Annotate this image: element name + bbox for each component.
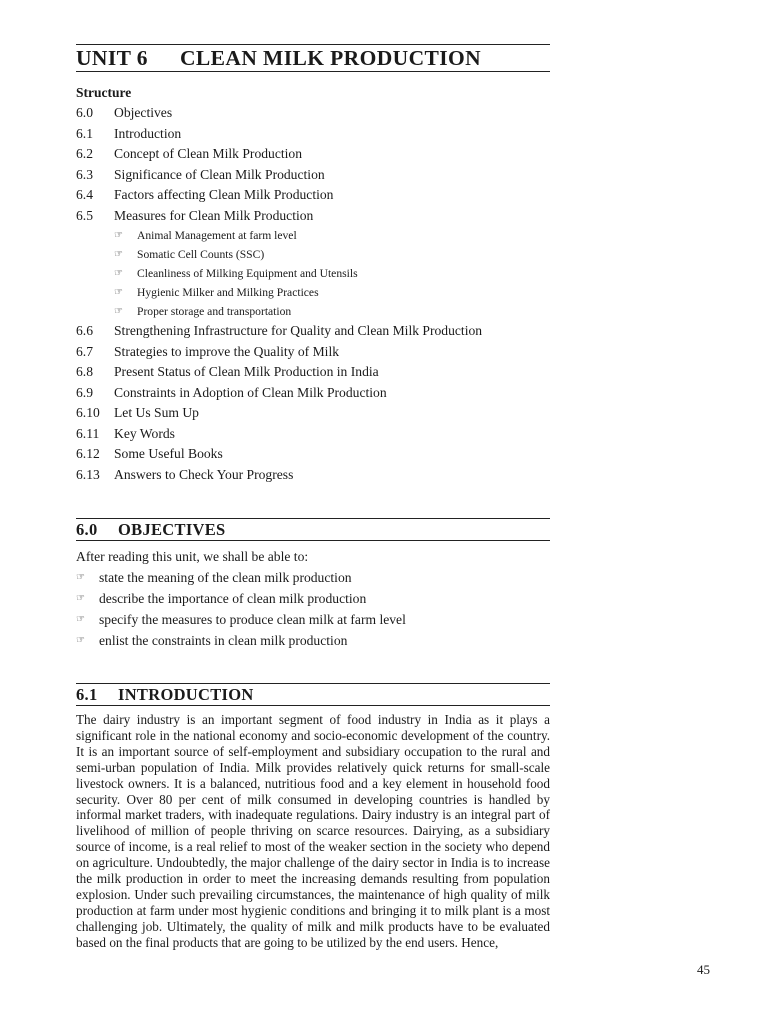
toc-item [76,144,550,165]
toc-subitem-label: Somatic Cell Counts (SSC) [137,248,265,261]
pointing-hand-icon: ☞ [114,268,123,279]
pointing-hand-icon: ☞ [76,593,85,604]
toc-number: 6.2 [76,146,93,161]
toc-item [76,321,550,342]
toc-label: Answers to Check Your Progress [114,466,294,482]
pointing-hand-icon: ☞ [114,287,123,298]
pointing-hand-icon: ☞ [76,572,85,583]
objective-text: state the meaning of the clean milk production [99,570,352,585]
toc-number: 6.11 [76,425,100,441]
objectives-lead: After reading this unit, we shall be able to: [76,549,309,564]
toc-number: 6.4 [76,187,93,202]
unit-title: CLEAN MILK PRODUCTION [180,45,482,70]
objectives-heading [76,518,550,541]
toc-subitem-label: Hygienic Milker and Milking Practices [137,286,319,299]
section-title: INTRODUCTION [118,684,254,704]
page-number: 45 [697,962,710,977]
toc-subitem [76,283,550,302]
toc-subitem-label: Animal Management at farm level [137,229,297,242]
toc-item [76,124,550,145]
toc-number: 6.0 [76,105,93,120]
objective-text: describe the importance of clean milk production [99,591,367,606]
toc-subitem [76,245,550,264]
toc-label: Let Us Sum Up [114,405,199,420]
objective-item [76,588,550,609]
toc-label: Constraints in Adoption of Clean Milk Production [114,384,387,400]
toc-number: 6.6 [76,323,93,338]
objective-item [76,630,550,651]
toc-item [76,465,550,486]
unit-heading [76,44,550,72]
pointing-hand-icon: ☞ [114,230,123,241]
toc-label: Objectives [114,105,173,120]
toc-subitem [76,302,550,321]
pointing-hand-icon: ☞ [114,306,123,317]
toc-item [76,362,550,383]
toc-label: Factors affecting Clean Milk Production [114,187,334,202]
toc-item [76,165,550,186]
toc-number: 6.13 [76,466,100,482]
toc-number: 6.8 [76,364,93,379]
toc-subitem-label: Cleanliness of Milking Equipment and Utensils [137,267,358,280]
document-page [76,44,550,951]
toc-number: 6.5 [76,207,93,223]
introduction-paragraph: The dairy industry is an important segment of food industry in India as it plays a significant role in the national economy and socio-economic development of the country. It is an important source of self-employment and subsidiary occupation to the rural and semi-urban population of India. Milk provides relatively quick returns for small-scale livestock owners. It is a balanced, nutritious food and a key element in household food security. Over 80 per cent of milk consumed in developing countries is handled by informal market traders, with inadequate regulations. Dairy industry is an integral part of livelihood of million of people thriving on scarce resources. Dairying, as a subsidiary source of income, is a real relief to most of the weaker section in the society who depend on agriculture. Undoubtedly, the major challenge of the dairy sector in India is to increase the milk production in order to meet the increasing demands resulting from population explosion. Under such prevailing circumstances, the maintenance of high quality of milk production at farm under most hygienic conditions and bringing it to milk plant is a most challenging job. Ultimately, the quality of milk and milk products have to be evaluated based on the final products that are going to be utilized by the end users. Hence, [76,712,550,950]
structure-list [76,103,550,485]
toc-label: Key Words [114,425,175,441]
toc-item [76,103,550,124]
pointing-hand-icon: ☞ [114,249,123,260]
toc-number: 6.1 [76,125,93,141]
toc-label: Introduction [114,125,182,141]
toc-item [76,185,550,206]
toc-item [76,424,550,445]
introduction-heading [76,683,550,706]
unit-number: UNIT 6 [76,45,148,70]
toc-number: 6.10 [76,405,100,420]
toc-label: Some Useful Books [114,446,223,461]
objectives-list [76,567,550,651]
toc-number: 6.9 [76,384,93,400]
toc-label: Measures for Clean Milk Production [114,207,314,223]
toc-item [76,403,550,424]
toc-label: Concept of Clean Milk Production [114,146,303,161]
toc-item [76,444,550,465]
section-number: 6.1 [76,684,98,704]
pointing-hand-icon: ☞ [76,635,85,646]
toc-item [76,383,550,404]
toc-label: Strengthening Infrastructure for Quality and Clean Milk Production [114,323,483,338]
toc-number: 6.7 [76,343,93,359]
objective-item [76,567,550,588]
objective-text: enlist the constraints in clean milk production [99,633,348,648]
toc-subitem [76,264,550,283]
pointing-hand-icon: ☞ [76,614,85,625]
objective-text: specify the measures to produce clean milk at farm level [99,612,406,627]
toc-item [76,206,550,227]
section-number: 6.0 [76,519,98,539]
toc-label: Present Status of Clean Milk Production in India [114,364,379,379]
toc-label: Significance of Clean Milk Production [114,166,325,182]
objective-item [76,609,550,630]
toc-number: 6.12 [76,446,100,461]
toc-subitem [76,226,550,245]
toc-number: 6.3 [76,166,93,182]
section-title: OBJECTIVES [118,519,226,539]
toc-subitem-label: Proper storage and transportation [137,305,292,318]
toc-label: Strategies to improve the Quality of Milk [114,343,340,359]
structure-title: Structure [76,85,132,100]
toc-item [76,342,550,363]
